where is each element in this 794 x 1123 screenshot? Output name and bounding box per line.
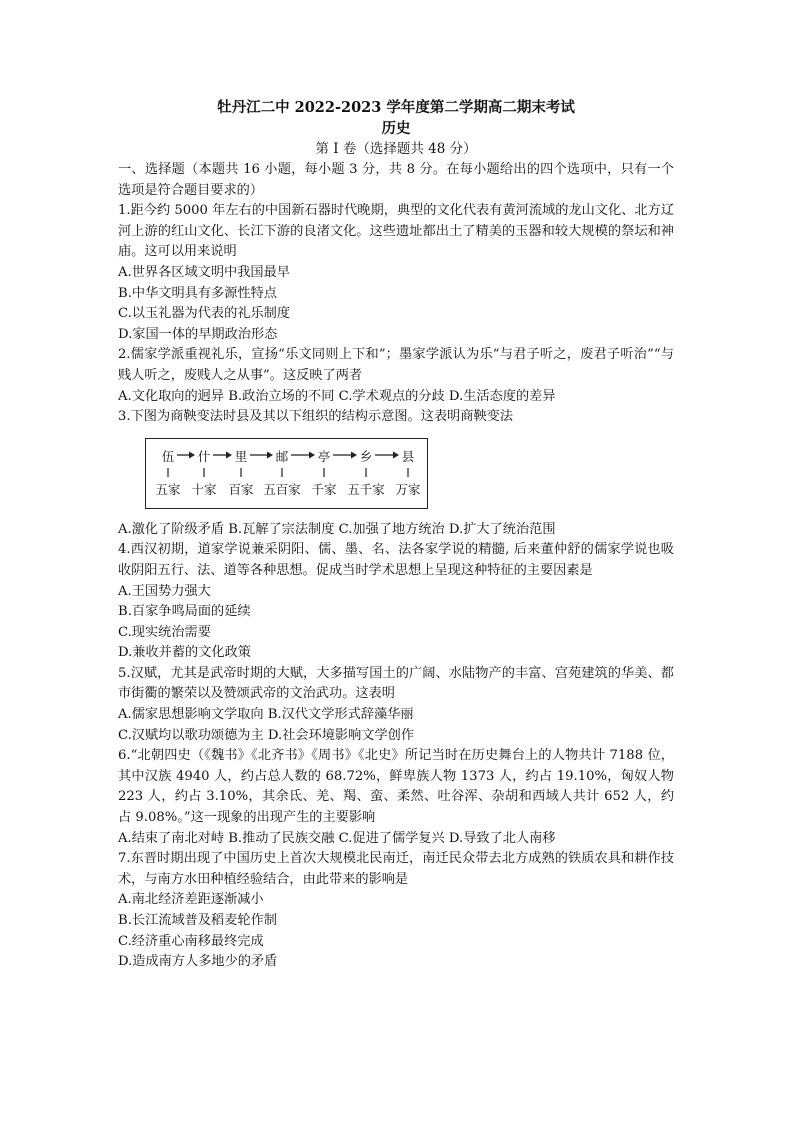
section-intro: 一、选择题（本题共 16 小题，每小题 3 分，共 8 分。在每小题给出的四个选项中，只有一个选项是符合题目要求的） bbox=[118, 162, 674, 198]
diagram-arrowhead-1 bbox=[189, 451, 195, 458]
question-2-stem: 2.儒家学派重视礼乐，宣扬“乐文同则上下和”；墨家学派认为乐“与君子听之，废君子听治”“与贱人听之，废贱人之从事”。这反映了两者 bbox=[118, 347, 674, 383]
question-7-option-a: A.南北经济差距逐渐减小 bbox=[118, 892, 264, 908]
diagram-count-4: 五百家 bbox=[263, 481, 301, 497]
question-5-options-cd: C.汉赋均以歌功颂德为主 D.社会环境影响文学创作 bbox=[118, 727, 415, 743]
diagram-node-4: 邮 bbox=[275, 448, 289, 464]
part-heading: 第 I 卷（选择题共 48 分） bbox=[315, 141, 477, 157]
diagram-arrowhead-4 bbox=[309, 451, 315, 458]
diagram-arrowhead-5 bbox=[351, 451, 357, 458]
diagram-count-5: 千家 bbox=[311, 481, 337, 497]
diagram-count-1: 五家 bbox=[155, 481, 181, 497]
question-4-option-a: A.王国势力强大 bbox=[118, 583, 211, 599]
diagram-node-1: 伍 bbox=[161, 448, 175, 464]
question-1-option-d: D.家国一体的早期政治形态 bbox=[118, 326, 278, 342]
diagram-count-2: 十家 bbox=[191, 481, 217, 497]
question-1-option-b: B.中华文明具有多源性特点 bbox=[118, 285, 277, 301]
diagram-node-7: 县 bbox=[401, 448, 415, 464]
question-4-stem: 4.西汉初期，道家学说兼采阴阳、儒、墨、名、法各家学说的精髓, 后来董仲舒的儒家学说也吸收阴阳五行、法、道等各种思想。促成当时学术思想上呈现这种特征的主要因素是 bbox=[118, 542, 674, 578]
diagram-node-5: 亭 bbox=[317, 448, 331, 464]
diagram-count-6: 五千家 bbox=[347, 481, 385, 497]
question-5-options-ab: A.儒家思想影响文学取向 B.汉代文学形式辞藻华丽 bbox=[118, 707, 414, 723]
question-6-stem: 6.“北朝四史（《魏书》《北齐书》《周书》《北史》所记当时在历史舞台上的人物共计 7188 位，其中汉族 4940 人，约占总人数的 68.72%，鲜卑族人物 1373 人，约占 19.10%，匈奴人物 223 人，约占 3.10%，其余氐、羌、羯、蛮、柔然、吐谷浑、杂胡和西域人共计 652 人，约占 9.08%。”这一现象的出现产生的主要影响 bbox=[118, 748, 674, 826]
question-1-option-a: A.世界各区域文明中我国最早 bbox=[118, 264, 290, 280]
diagram-node-2: 什 bbox=[197, 448, 211, 464]
question-7-stem: 7.东晋时期出现了中国历史上首次大规模北民南迁，南迁民众带去北方成熟的铁质农具和耕作技术，与南方水田种植经验结合，由此带来的影响是 bbox=[118, 851, 674, 887]
diagram-node-6: 乡 bbox=[359, 448, 373, 464]
diagram-arrowhead-3 bbox=[267, 451, 273, 458]
diagram-count-7: 万家 bbox=[395, 481, 421, 497]
exam-title: 牡丹江二中 2022-2023 学年度第二学期高二期末考试 bbox=[217, 99, 575, 116]
diagram-count-3: 百家 bbox=[228, 481, 254, 497]
question-1-stem: 1.距今约 5000 年左右的中国新石器时代晚期，典型的文化代表有黄河流域的龙山文化、北方辽河上游的红山文化、长江下游的良渚文化。这些遗址都出土了精美的玉器和较大规模的祭坛和神庙。这可以用来说明 bbox=[118, 203, 674, 260]
exam-subject: 历史 bbox=[381, 120, 411, 137]
question-7-option-c: C.经济重心南移最终完成 bbox=[118, 933, 264, 949]
question-6-options: A.结束了南北对峙 B.推动了民族交融 C.促进了儒学复兴 D.导致了北人南移 bbox=[118, 830, 556, 846]
question-2-options: A.文化取向的迥异 B.政治立场的不同 C.学术观点的分歧 D.生活态度的差异 bbox=[118, 388, 556, 404]
question-5-stem: 5.汉赋，尤其是武帝时期的大赋，大多描写国土的广阔、水陆物产的丰富、宫苑建筑的华美、都市街衢的繁荣以及赞颂武帝的文治武功。这表明 bbox=[118, 665, 674, 702]
question-1-option-c: C.以玉礼器为代表的礼乐制度 bbox=[118, 306, 291, 322]
question-7-option-d: D.造成南方人多地少的矛盾 bbox=[118, 954, 278, 970]
county-structure-diagram bbox=[145, 438, 428, 509]
question-4-option-b: B.百家争鸣局面的延续 bbox=[118, 604, 251, 620]
question-3-stem: 3.下图为商鞅变法时县及其以下组织的结构示意图。这表明商鞅变法 bbox=[118, 409, 514, 425]
question-7-option-b: B.长江流域普及稻麦轮作制 bbox=[118, 913, 277, 928]
diagram-arrowhead-2 bbox=[226, 451, 232, 458]
diagram-node-3: 里 bbox=[234, 448, 248, 464]
question-4-option-d: D.兼收并蓄的文化政策 bbox=[118, 645, 251, 661]
diagram-arrowhead-6 bbox=[393, 451, 399, 458]
question-3-options: A.激化了阶级矛盾 B.瓦解了宗法制度 C.加强了地方统治 D.扩大了统治范围 bbox=[118, 521, 556, 537]
question-4-option-c: C.现实统治需要 bbox=[118, 624, 211, 640]
exam-page bbox=[118, 97, 674, 973]
